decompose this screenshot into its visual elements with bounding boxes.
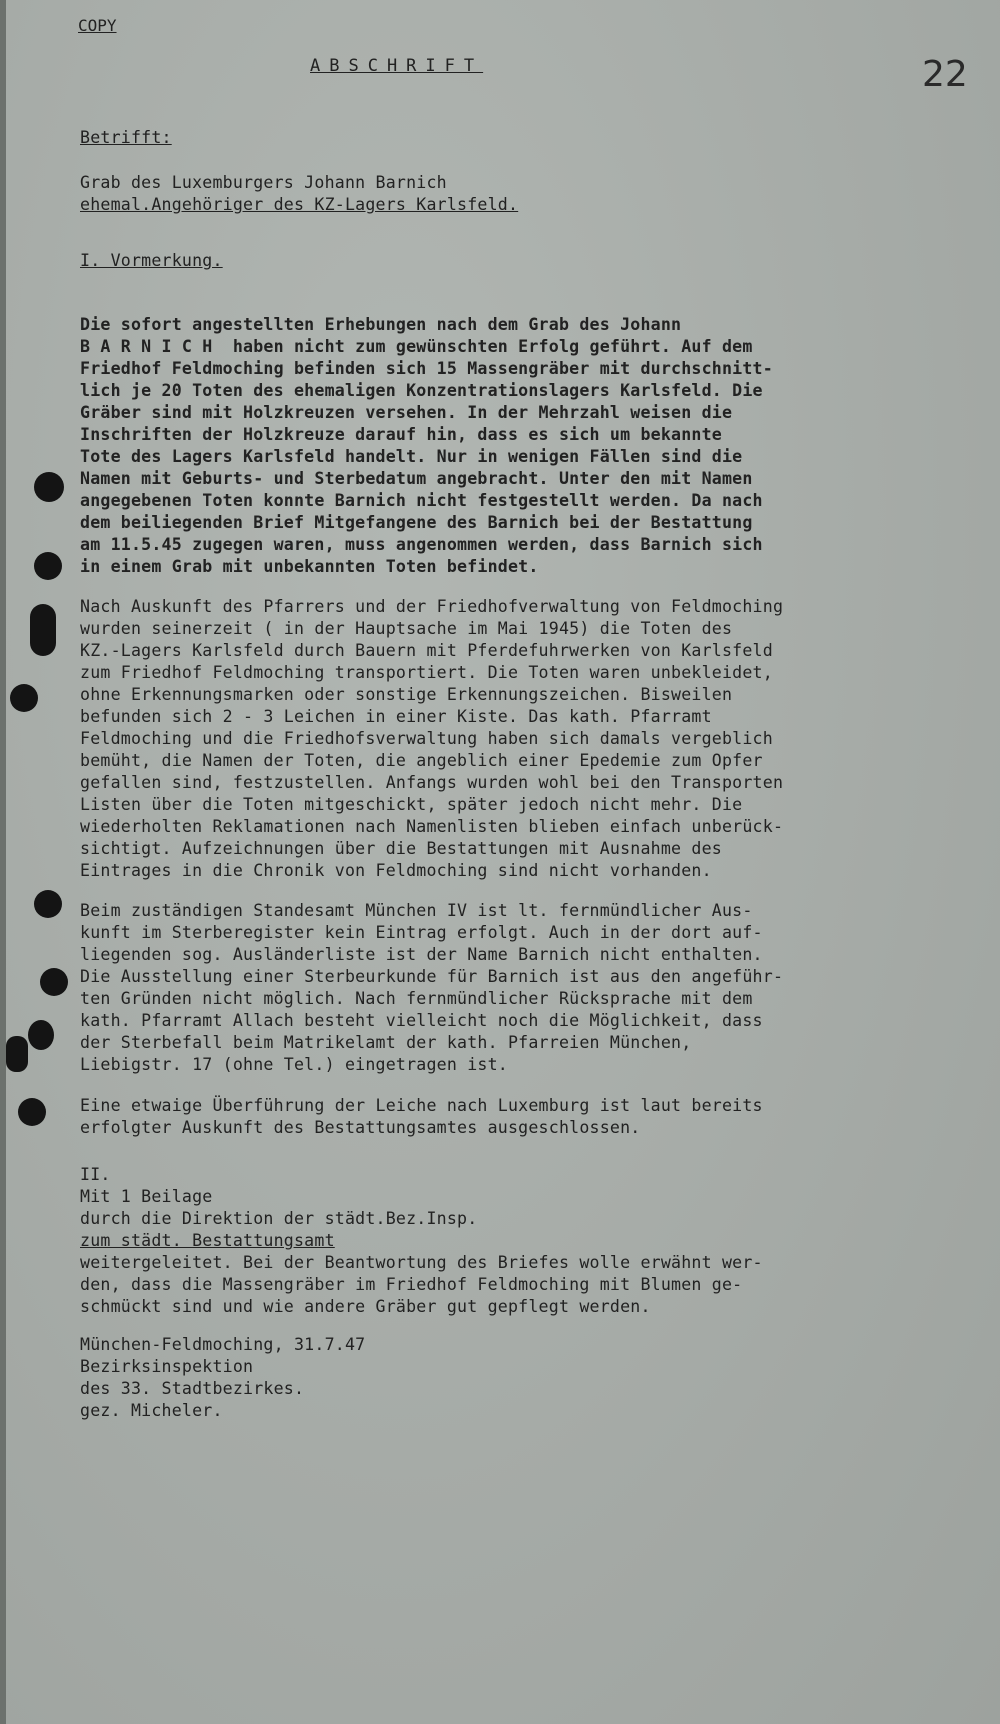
text-line: Friedhof Feldmoching befinden sich 15 Massengräber mit durchschnitt- <box>80 359 773 378</box>
text-line: KZ.-Lagers Karlsfeld durch Bauern mit Pferdefuhrwerken von Karlsfeld <box>80 641 773 660</box>
text-line: ohne Erkennungsmarken oder sonstige Erkennungszeichen. Bisweilen <box>80 685 733 704</box>
text-line: kath. Pfarramt Allach besteht vielleicht noch die Möglichkeit, dass <box>80 1011 763 1030</box>
text-line: der Sterbefall beim Matrikelamt der kath. Pfarreien München, <box>80 1033 692 1052</box>
signature-line: Bezirksinspektion <box>80 1357 254 1376</box>
text-line: Liebigstr. 17 (ohne Tel.) eingetragen ist. <box>80 1055 508 1074</box>
text-line: Eintrages in die Chronik von Feldmoching sind nicht vorhanden. <box>80 861 712 880</box>
text-line: liegenden sog. Ausländerliste ist der Name Barnich nicht enthalten. <box>80 945 763 964</box>
punch-hole <box>10 684 38 712</box>
punch-hole <box>34 890 62 918</box>
text-line: erfolgter Auskunft des Bestattungsamtes ausgeschlossen. <box>80 1118 641 1137</box>
signature-line: des 33. Stadtbezirkes. <box>80 1379 305 1398</box>
subject-line: ehemal.Angehöriger des KZ-Lagers Karlsfeld. <box>80 195 519 214</box>
text-line: Eine etwaige Überführung der Leiche nach Luxemburg ist laut bereits <box>80 1096 763 1115</box>
page-edge-shadow <box>0 0 6 1724</box>
text-line: Mit 1 Beilage <box>80 1187 213 1206</box>
subject-block <box>80 127 172 149</box>
text-line: Beim zuständigen Standesamt München IV ist lt. fernmündlicher Aus- <box>80 901 753 920</box>
text-line: Inschriften der Holzkreuze darauf hin, dass es sich um bekannte <box>80 425 722 444</box>
text-line: durch die Direktion der städt.Bez.Insp. <box>80 1209 478 1228</box>
signature-line: gez. Micheler. <box>80 1401 223 1420</box>
text-line: in einem Grab mit unbekannten Toten befindet. <box>80 557 539 576</box>
text-line: kunft im Sterberegister kein Eintrag erfolgt. Auch in der dort auf- <box>80 923 763 942</box>
text-line: bemüht, die Namen der Toten, die angeblich einer Epedemie zum Opfer <box>80 751 763 770</box>
text-line: Die sofort angestellten Erhebungen nach dem Grab des Johann <box>80 315 682 334</box>
paragraph-1 <box>80 314 773 578</box>
signature-block <box>80 1334 365 1422</box>
text-line: Gräber sind mit Holzkreuzen versehen. In der Mehrzahl weisen die <box>80 403 733 422</box>
punch-hole <box>30 604 56 656</box>
text-line: sichtigt. Aufzeichnungen über die Bestattungen mit Ausnahme des <box>80 839 722 858</box>
text-line: befunden sich 2 - 3 Leichen in einer Kiste. Das kath. Pfarramt <box>80 707 712 726</box>
subject-label: Betrifft: <box>80 128 172 147</box>
section-heading: II. <box>80 1165 111 1184</box>
text-line: Namen mit Geburts- und Sterbedatum angebracht. Unter den mit Namen <box>80 469 753 488</box>
document-title: ABSCHRIFT <box>310 56 484 76</box>
text-line: lich je 20 Toten des ehemaligen Konzentrationslagers Karlsfeld. Die <box>80 381 763 400</box>
text-line: Nach Auskunft des Pfarrers und der Friedhofverwaltung von Feldmoching <box>80 597 784 616</box>
punch-hole <box>18 1098 46 1126</box>
punch-hole <box>40 968 68 996</box>
text-line: schmückt sind und wie andere Gräber gut gepflegt werden. <box>80 1297 651 1316</box>
subject-text <box>80 172 518 216</box>
subject-line: Grab des Luxemburgers Johann Barnich <box>80 173 447 192</box>
section-2 <box>80 1164 763 1318</box>
text-line: gefallen sind, festzustellen. Anfangs wurden wohl bei den Transporten <box>80 773 784 792</box>
text-line: weitergeleitet. Bei der Beantwortung des Briefes wolle erwähnt wer- <box>80 1253 763 1272</box>
punch-hole <box>34 472 64 502</box>
text-line: B A R N I C H haben nicht zum gewünschten Erfolg geführt. Auf dem <box>80 337 753 356</box>
punch-hole <box>6 1036 28 1072</box>
section-heading: I. Vormerkung. <box>80 251 223 270</box>
text-line: zum Friedhof Feldmoching transportiert. Die Toten waren unbekleidet, <box>80 663 773 682</box>
page-number: 22 <box>922 54 968 95</box>
text-line: Die Ausstellung einer Sterbeurkunde für Barnich ist aus den angeführ- <box>80 967 784 986</box>
text-line: ten Gründen nicht möglich. Nach fernmündlicher Rücksprache mit dem <box>80 989 753 1008</box>
section-heading-1 <box>80 250 223 272</box>
copy-stamp: COPY <box>78 16 117 35</box>
text-line: wurden seinerzeit ( in der Hauptsache im Mai 1945) die Toten des <box>80 619 733 638</box>
text-line: Listen über die Toten mitgeschickt, später jedoch nicht mehr. Die <box>80 795 743 814</box>
text-line: am 11.5.45 zugegen waren, muss angenommen werden, dass Barnich sich <box>80 535 763 554</box>
text-line: den, dass die Massengräber im Friedhof Feldmoching mit Blumen ge- <box>80 1275 743 1294</box>
signature-line: München-Feldmoching, 31.7.47 <box>80 1335 366 1354</box>
text-line: dem beiliegenden Brief Mitgefangene des Barnich bei der Bestattung <box>80 513 753 532</box>
punch-hole <box>34 552 62 580</box>
punch-hole <box>28 1020 54 1050</box>
text-line: angegebenen Toten konnte Barnich nicht festgestellt werden. Da nach <box>80 491 763 510</box>
text-line: zum städt. Bestattungsamt <box>80 1231 335 1250</box>
text-line: wiederholten Reklamationen nach Namenlisten blieben einfach unberück- <box>80 817 784 836</box>
paragraph-2 <box>80 596 783 882</box>
paragraph-4 <box>80 1095 763 1139</box>
text-line: Tote des Lagers Karlsfeld handelt. Nur in wenigen Fällen sind die <box>80 447 743 466</box>
text-line: Feldmoching und die Friedhofsverwaltung haben sich damals vergeblich <box>80 729 773 748</box>
paragraph-3 <box>80 900 783 1076</box>
